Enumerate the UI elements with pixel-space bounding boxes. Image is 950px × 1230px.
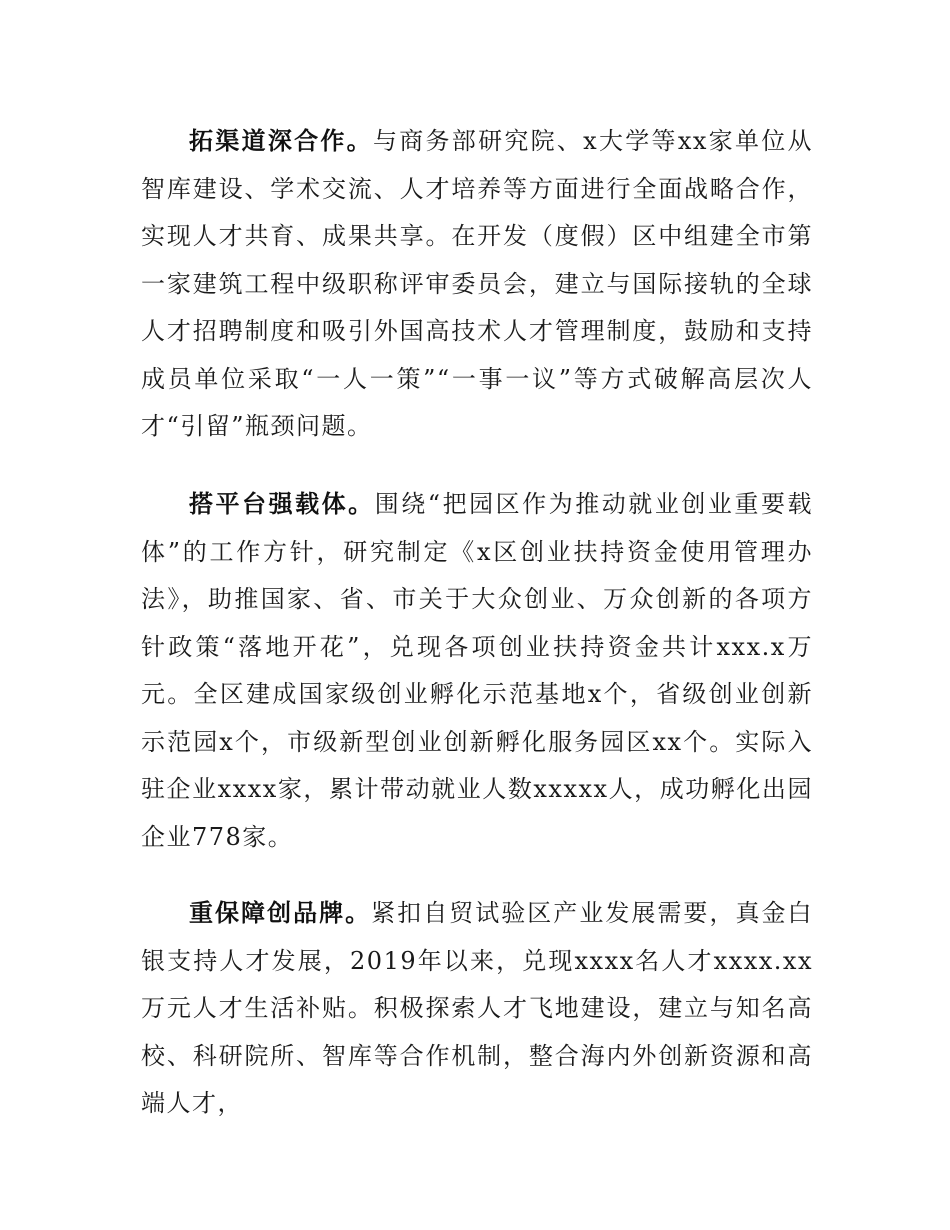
paragraph-heading: 重保障创品牌。 — [189, 899, 372, 927]
paragraph-body: 围绕“把园区作为推动就业创业重要载体”的工作方针，研究制定《x区创业扶持资金使用管理办法》，助推国家、省、市关于大众创业、万众创新的各项方针政策“落地开花”，兑现各项创业扶持资金共计xxx.x万元。全区建成国家级创业孵化示范基地x个，省级创业创新示范园x个，市级新型创业创新孵化服务园区xx个。实际入驻企业xxxx家，累计带动就业人数xxxxx人，成功孵化出园企业778家。 — [141, 490, 813, 851]
paragraph-body: 紧扣自贸试验区产业发展需要，真金白银支持人才发展，2019年以来，兑现xxxx名人才xxxx.xx万元人才生活补贴。积极探索人才飞地建设，建立与知名高校、科研院所、智库等合作机制，整合海内外创新资源和高端人才， — [141, 899, 814, 1117]
paragraph-body: 与商务部研究院、x大学等xx家单位从智库建设、学术交流、人才培养等方面进行全面战略合作，实现人才共育、成果共享。在开发（度假）区中组建全市第一家建筑工程中级职称评审委员会，建立与国际接轨的全球人才招聘制度和吸引外国高技术人才管理制度，鼓励和支持成员单位采取“一人一策”“一事一议”等方式破解高层次人才“引留”瓶颈问题。 — [141, 127, 814, 440]
paragraph-heading: 搭平台强载体。 — [189, 490, 375, 518]
paragraph-heading: 拓渠道深合作。 — [189, 127, 373, 155]
paragraph-build-platforms — [141, 481, 813, 861]
paragraph-expand-channels — [141, 118, 813, 451]
paragraph-strengthen-guarantees — [141, 890, 813, 1128]
